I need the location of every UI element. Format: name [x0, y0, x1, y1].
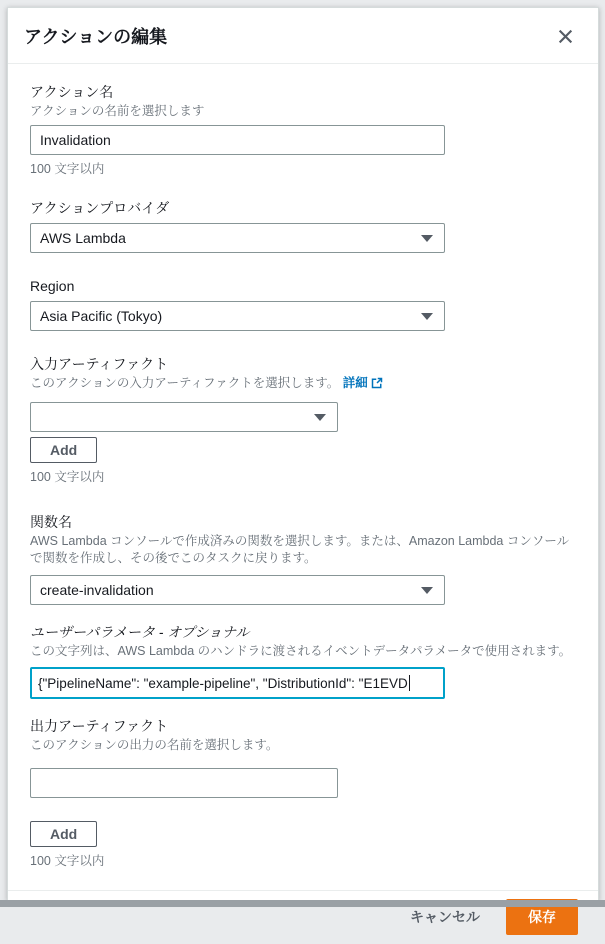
action-name-label: アクション名	[30, 84, 114, 100]
add-output-artifact-button[interactable]: Add	[30, 821, 97, 847]
user-parameters-input[interactable]	[30, 667, 445, 699]
page-background-edge	[0, 900, 605, 907]
user-parameters-group	[30, 622, 578, 699]
cancel-button[interactable]: キャンセル	[410, 909, 480, 925]
dialog-title: アクションの編集	[24, 27, 168, 47]
add-input-artifact-button[interactable]: Add	[30, 437, 97, 463]
action-name-input[interactable]	[30, 125, 445, 155]
input-artifacts-description: このアクションの入力アーティファクトを選択します。 詳細	[30, 375, 578, 394]
function-name-description: AWS Lambda コンソールで作成済みの関数を選択します。または、Amazon Lambda コンソールで関数を作成し、その後でこのタスクに戻ります。	[30, 534, 570, 565]
dialog-footer	[8, 890, 598, 944]
action-provider-value: AWS Lambda	[40, 230, 126, 246]
output-artifacts-description: このアクションの出力の名前を選択します。	[30, 738, 279, 752]
user-parameters-description: この文字列は、AWS Lambda のハンドラに渡されるイベントデータパラメータで使用されます。	[30, 644, 572, 658]
action-name-constraint: 100 文字以内	[30, 162, 105, 176]
function-name-label: 関数名	[30, 514, 72, 530]
output-artifact-input[interactable]	[30, 768, 338, 798]
function-name-value: create-invalidation	[40, 582, 154, 598]
external-link-icon	[371, 378, 383, 392]
dialog-body	[8, 64, 598, 890]
action-provider-label: アクションプロバイダ	[30, 200, 170, 216]
region-select[interactable]	[30, 301, 445, 331]
save-button[interactable]: 保存	[506, 899, 578, 935]
input-artifacts-constraint: 100 文字以内	[30, 470, 105, 484]
action-provider-select[interactable]	[30, 223, 445, 253]
region-value: Asia Pacific (Tokyo)	[40, 308, 163, 324]
action-name-group	[30, 82, 578, 178]
output-artifacts-constraint: 100 文字以内	[30, 854, 105, 868]
dropdown-caret-icon	[421, 313, 433, 320]
function-name-group	[30, 512, 578, 605]
action-provider-group	[30, 198, 578, 253]
input-artifact-select[interactable]	[30, 402, 338, 432]
dialog-header	[8, 8, 598, 64]
output-artifacts-label: 出力アーティファクト	[30, 718, 169, 734]
region-label: Region	[30, 278, 75, 294]
input-artifacts-group	[30, 354, 578, 486]
output-artifacts-group	[30, 716, 578, 870]
action-name-description: アクションの名前を選択します	[30, 104, 205, 118]
close-button[interactable]	[553, 26, 578, 47]
dropdown-caret-icon	[421, 587, 433, 594]
dropdown-caret-icon	[421, 235, 433, 242]
region-group	[30, 276, 578, 331]
user-parameters-value: {"PipelineName": "example-pipeline", "DistributionId": "E1EVD	[38, 675, 408, 691]
text-cursor	[409, 675, 410, 691]
close-icon	[557, 28, 574, 45]
details-link[interactable]: 詳細	[343, 376, 383, 390]
function-name-select[interactable]	[30, 575, 445, 605]
dropdown-caret-icon	[314, 414, 326, 421]
user-parameters-label: ユーザーパラメータ - オプショナル	[30, 624, 250, 640]
edit-action-dialog	[7, 7, 599, 925]
input-artifacts-label: 入力アーティファクト	[30, 356, 169, 372]
